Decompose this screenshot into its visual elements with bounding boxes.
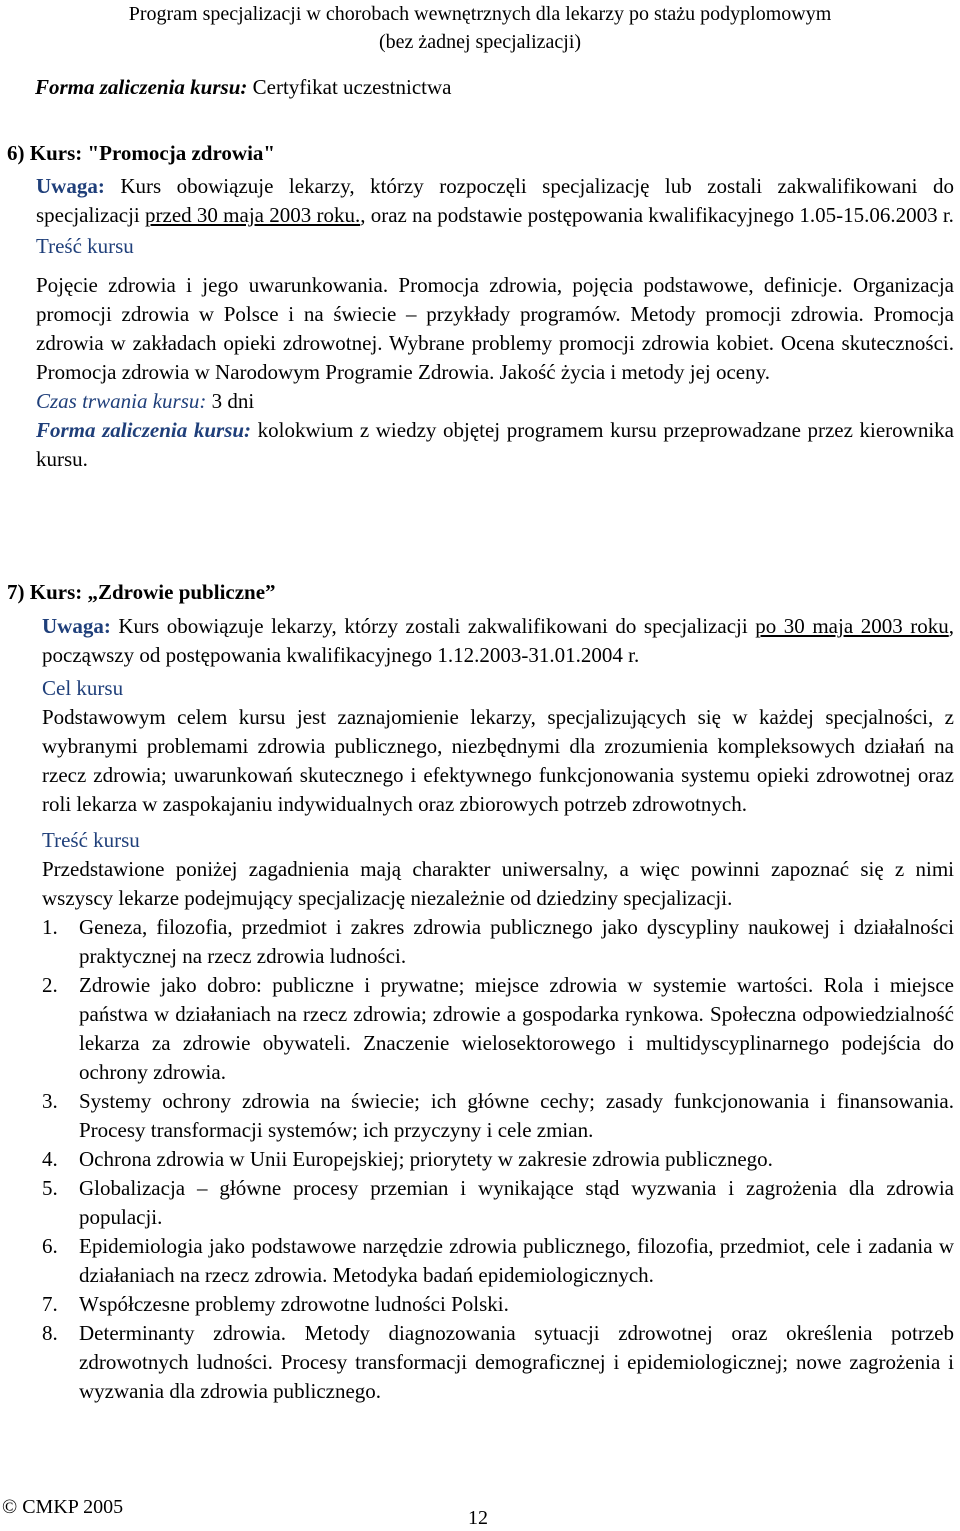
list-item-text: Zdrowie jako dobro: publiczne i prywatne; miejsce zdrowia w systemie wartości. Rola i miejsce państwa w działaniach na rzecz zdrowia; zdrowie a gospodarka rynkowa. Społeczna odpowiedzialność lekarza za zdrowie obywateli. Znaczenie wielosektorowego i multidyscyplinarnego podejścia do ochrony zdrowia.	[79, 973, 954, 1084]
list-item	[42, 971, 954, 1087]
list-item-text: Determinanty zdrowia. Metody diagnozowania sytuacji zdrowotnej oraz określenia potrzeb zdrowotnych ludności. Procesy transformacji demograficznej i epidemiologicznej; nowe zagrożenia i wyzwania dla zdrowia publicznego.	[79, 1321, 954, 1403]
course6-uwaga	[36, 172, 954, 230]
list-item-text: Globalizacja – główne procesy przemian i wynikające stąd wyzwania i zagrożenia dla zdrowia populacji.	[79, 1176, 954, 1229]
list-item	[42, 1290, 954, 1319]
uwaga-text-cont: , począwszy od postępowania kwalifikacyjnego 1.12.2003-31.01.2004 r.	[42, 614, 954, 667]
list-item	[42, 1232, 954, 1290]
course7-body	[42, 612, 954, 1406]
list-item-number: 3.	[42, 1089, 58, 1113]
course7-cel-label: Cel kursu	[42, 676, 124, 700]
course6-forma	[36, 416, 954, 474]
list-item-number: 4.	[42, 1147, 58, 1171]
forma-value: kolokwium z wiedzy objętej programem kursu przeprowadzane przez kierownika kursu.	[36, 418, 954, 471]
page-number: 12	[468, 1507, 488, 1529]
uwaga-label: Uwaga:	[42, 614, 111, 638]
course7-tresc-label: Treść kursu	[42, 828, 140, 852]
course7-cel-text: Podstawowym celem kursu jest zaznajomienie lekarzy, specjalizujących się w każdej specjalności, z wybranymi problemami zdrowia publicznego, niezbędnymi dla zrozumienia kompleksowych działań na rzecz zdrowia; uwarunkowań skutecznego i efektywnego funkcjonowania systemu opieki zdrowotnej oraz roli lekarza w zaspokajaniu indywidualnych oraz zbiorowych potrzeb zdrowotnych.	[42, 705, 954, 816]
list-item-number: 5.	[42, 1176, 58, 1200]
course7-heading: 7) Kurs: „Zdrowie publiczne”	[7, 580, 276, 604]
uwaga-underlined-date: przed 30 maja 2003 roku.	[145, 203, 361, 227]
forma-label: Forma zaliczenia kursu:	[35, 75, 248, 99]
list-item-number: 2.	[42, 973, 58, 997]
course6-czas	[36, 387, 954, 416]
forma-value: Certyfikat uczestnictwa	[247, 75, 452, 99]
list-item	[42, 1087, 954, 1145]
previous-course-forma	[35, 73, 451, 101]
list-item-number: 8.	[42, 1321, 58, 1345]
page-header	[0, 0, 960, 56]
course7-uwaga	[42, 612, 954, 670]
list-item-text: Systemy ochrony zdrowia na świecie; ich główne cechy; zasady funkcjonowania i finansowania. Procesy transformacji systemów; ich przyczyny i cele zmian.	[79, 1089, 954, 1142]
list-item-number: 7.	[42, 1292, 58, 1316]
header-title-line2: (bez żadnej specjalizacji)	[378, 31, 582, 53]
list-item-number: 6.	[42, 1234, 58, 1258]
course6-heading: 6) Kurs: "Promocja zdrowia"	[7, 141, 276, 165]
course6-tresc-text: Pojęcie zdrowia i jego uwarunkowania. Promocja zdrowia, pojęcia podstawowe, definicje. Organizacja promocji zdrowia w Polsce i na świecie – przykłady programów. Metody promocji zdrowia. Promocja zdrowia w zakładach opieki zdrowotnej. Wybrane problemy promocji zdrowia kobiet. Ocena skuteczności. Promocja zdrowia w Narodowym Programie Zdrowia. Jakość życia i metody jej oceny.	[36, 273, 954, 384]
course6-body	[36, 172, 954, 474]
list-item	[42, 1319, 954, 1406]
czas-value: 3 dni	[206, 389, 255, 413]
course7-tresc-intro: Przedstawione poniżej zagadnienia mają charakter uniwersalny, a więc powinni zapoznać się z nimi wszyscy lekarze podejmujący specjalizację niezależnie od dziedziny specjalizacji.	[42, 857, 954, 910]
course7-topic-list	[42, 913, 954, 1406]
list-item-text: Geneza, filozofia, przedmiot i zakres zdrowia publicznego jako dyscypliny naukowej i działalności praktycznej na rzecz zdrowia ludności.	[79, 915, 954, 968]
uwaga-text: Kurs obowiązuje lekarzy, którzy rozpoczęli specjalizację lub zostali zakwalifikowani do specjalizacji	[36, 174, 954, 227]
list-item	[42, 1174, 954, 1232]
uwaga-text: Kurs obowiązuje lekarzy, którzy zostali zakwalifikowani do specjalizacji	[110, 614, 756, 638]
list-item-text: Epidemiologia jako podstawowe narzędzie zdrowia publicznego, filozofia, przedmiot, cele i zadania w działaniach na rzecz zdrowia. Metodyka badań epidemiologicznych.	[79, 1234, 954, 1287]
list-item-text: Współczesne problemy zdrowotne ludności Polski.	[79, 1292, 509, 1316]
header-title-line1: Program specjalizacji w chorobach wewnętrznych dla lekarzy po stażu podyplomowym	[128, 3, 832, 25]
footer-copyright: © CMKP 2005	[2, 1496, 124, 1518]
list-item	[42, 913, 954, 971]
czas-label: Czas trwania kursu:	[36, 389, 207, 413]
uwaga-text-cont: , oraz na podstawie postępowania kwalifikacyjnego 1.05-15.06.2003 r.	[360, 203, 954, 227]
list-item	[42, 1145, 954, 1174]
list-item-number: 1.	[42, 915, 58, 939]
uwaga-label: Uwaga:	[36, 174, 105, 198]
list-item-text: Ochrona zdrowia w Unii Europejskiej; priorytety w zakresie zdrowia publicznego.	[79, 1147, 773, 1171]
uwaga-underlined-date: po 30 maja 2003 roku	[755, 614, 949, 638]
course6-tresc-label: Treść kursu	[36, 234, 134, 258]
forma-label: Forma zaliczenia kursu:	[36, 418, 252, 442]
